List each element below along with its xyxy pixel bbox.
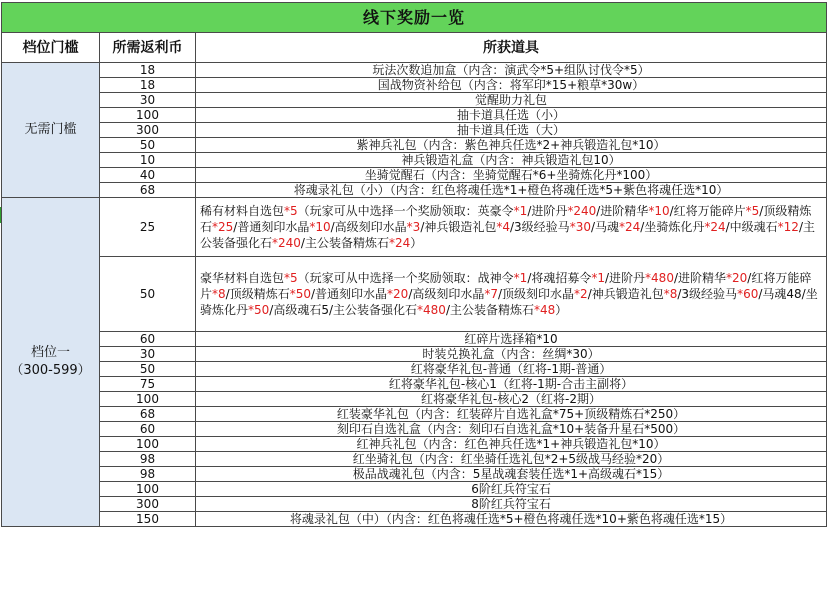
quantity-highlight: *4	[496, 220, 510, 234]
item-cell: 红将豪华礼包-核心1（红将-1期-合击主副将）	[196, 377, 827, 392]
item-cell: 红将豪华礼包-核心2（红将-2期）	[196, 392, 827, 407]
cost-cell: 68	[100, 183, 196, 198]
table-title: 线下奖励一览	[2, 3, 827, 33]
tier-label: 无需门槛	[24, 122, 77, 137]
item-cell: 抽卡道具任选（大）	[196, 123, 827, 138]
reward-table	[1, 2, 827, 527]
cost-cell: 60	[100, 332, 196, 347]
quantity-highlight: *2	[574, 287, 588, 301]
table-row	[2, 497, 827, 512]
quantity-highlight: *1	[513, 204, 528, 218]
quantity-highlight: *50	[248, 303, 270, 317]
item-cell: 玩法次数追加盒（内含：演武令*5+组队讨伐令*5）	[196, 63, 827, 78]
cost-cell: 40	[100, 168, 196, 183]
quantity-highlight: *30	[569, 220, 591, 234]
table-row	[2, 362, 827, 377]
tier-cell	[2, 198, 100, 527]
table-row	[2, 257, 827, 332]
quantity-highlight: *24	[704, 220, 726, 234]
header-tier: 档位门槛	[2, 33, 100, 63]
item-cell: 极品战魂礼包（内含：5星战魂套装任选*1+高级魂石*15）	[196, 467, 827, 482]
item-cell: 豪华材料自选包*5（玩家可从中选择一个奖励领取：战神令*1/将魂招募令*1/进阶丹*480/进阶精华*20/红将万能碎片*8/顶级精炼石*50/普通刻印水晶*20/高级刻印水晶*7/顶级刻印水晶*2/神兵锻造礼包*8/3级经验马*60/马魂48/坐骑炼化丹*50/高级魂石5/主公装备强化石*480/主公装备精炼石*48）	[196, 257, 827, 332]
cost-cell: 30	[100, 93, 196, 108]
cost-cell: 50	[100, 138, 196, 153]
table-row	[2, 467, 827, 482]
item-cell: 觉醒助力礼包	[196, 93, 827, 108]
cost-cell: 18	[100, 63, 196, 78]
item-cell: 将魂录礼包（中）（内含：红色将魂任选*5+橙色将魂任选*10+紫色将魂任选*15）	[196, 512, 827, 527]
cost-cell: 30	[100, 347, 196, 362]
quantity-highlight: *1	[591, 271, 605, 285]
table-row	[2, 108, 827, 123]
table-row	[2, 198, 827, 257]
table-row	[2, 482, 827, 497]
table-row	[2, 93, 827, 108]
table-row	[2, 452, 827, 467]
quantity-highlight: *20	[387, 287, 409, 301]
cost-cell: 100	[100, 437, 196, 452]
item-cell: 稀有材料自选包*5（玩家可从中选择一个奖励领取：英豪令*1/进阶丹*240/进阶精华*10/红将万能碎片*5/顶级精炼石*25/普通刻印水晶*10/高级刻印水晶*3/神兵锻造礼包*4/3级经验马*30/马魂*24/坐骑炼化丹*24/中级魂石*12/主公装备强化石*240/主公装备精炼石*24）	[196, 198, 827, 257]
cost-cell: 50	[100, 257, 196, 332]
table-row	[2, 183, 827, 198]
quantity-highlight: *240	[272, 236, 301, 250]
table-row	[2, 153, 827, 168]
table-row	[2, 407, 827, 422]
quantity-highlight: *10	[648, 204, 670, 218]
quantity-highlight: *50	[289, 287, 311, 301]
cost-cell: 98	[100, 452, 196, 467]
quantity-highlight: *480	[417, 303, 446, 317]
item-cell: 国战物资补给包（内含：将军印*15+粮草*30w）	[196, 78, 827, 93]
cost-cell: 18	[100, 78, 196, 93]
item-cell: 坐骑觉醒石（内含：坐骑觉醒石*6+坐骑炼化丹*100）	[196, 168, 827, 183]
item-cell: 时装兑换礼盒（内含：丝绸*30）	[196, 347, 827, 362]
table-row	[2, 422, 827, 437]
cost-cell: 25	[100, 198, 196, 257]
table-row	[2, 347, 827, 362]
quantity-highlight: *8	[663, 287, 678, 301]
item-cell: 将魂录礼包（小）（内含：红色将魂任选*1+橙色将魂任选*5+紫色将魂任选*10）	[196, 183, 827, 198]
cost-cell: 100	[100, 392, 196, 407]
tier-cell	[2, 63, 100, 198]
quantity-highlight: *12	[777, 220, 799, 234]
cost-cell: 10	[100, 153, 196, 168]
cost-cell: 60	[100, 422, 196, 437]
tier-label: 档位一	[30, 345, 70, 360]
table-row	[2, 332, 827, 347]
tier-range: （300-599）	[10, 363, 91, 378]
header-items: 所获道具	[196, 33, 827, 63]
item-cell: 红坐骑礼包（内含：红坐骑任选礼包*2+5级战马经验*20）	[196, 452, 827, 467]
table-row	[2, 138, 827, 153]
cost-cell: 150	[100, 512, 196, 527]
item-cell: 6阶红兵符宝石	[196, 482, 827, 497]
quantity-highlight: *10	[309, 220, 331, 234]
item-cell: 刻印石自选礼盒（内含：刻印石自选礼盒*10+装备升星石*500）	[196, 422, 827, 437]
quantity-highlight: *480	[645, 271, 674, 285]
cost-cell: 98	[100, 467, 196, 482]
table-row	[2, 78, 827, 93]
table-row	[2, 512, 827, 527]
quantity-highlight: *3	[406, 220, 421, 234]
quantity-highlight: *240	[567, 204, 597, 218]
quantity-highlight: *24	[619, 220, 641, 234]
quantity-highlight: *20	[726, 271, 748, 285]
item-cell: 紫神兵礼包（内含：紫色神兵任选*2+神兵锻造礼包*10）	[196, 138, 827, 153]
table-row	[2, 123, 827, 138]
header-cost: 所需返利币	[100, 33, 196, 63]
quantity-highlight: *5	[284, 204, 298, 218]
table-row	[2, 377, 827, 392]
quantity-highlight: *5	[745, 204, 760, 218]
cost-cell: 50	[100, 362, 196, 377]
item-cell: 神兵锻造礼盒（内含：神兵锻造礼包10）	[196, 153, 827, 168]
table-row	[2, 168, 827, 183]
quantity-highlight: *1	[513, 271, 528, 285]
item-cell: 红装豪华礼包（内含：红装碎片自选礼盒*75+顶级精炼石*250）	[196, 407, 827, 422]
quantity-highlight: *25	[212, 220, 234, 234]
quantity-highlight: *24	[388, 236, 411, 250]
quantity-highlight: *8	[212, 287, 226, 301]
item-cell: 抽卡道具任选（小）	[196, 108, 827, 123]
cost-cell: 300	[100, 123, 196, 138]
cost-cell: 68	[100, 407, 196, 422]
table-row	[2, 437, 827, 452]
item-cell: 8阶红兵符宝石	[196, 497, 827, 512]
cost-cell: 75	[100, 377, 196, 392]
cost-cell: 300	[100, 497, 196, 512]
cost-cell: 100	[100, 108, 196, 123]
table-row	[2, 392, 827, 407]
quantity-highlight: *5	[284, 271, 298, 285]
item-cell: 红碎片选择箱*10	[196, 332, 827, 347]
table-row	[2, 63, 827, 78]
cost-cell: 100	[100, 482, 196, 497]
quantity-highlight: *60	[737, 287, 759, 301]
item-cell: 红神兵礼包（内含：红色神兵任选*1+神兵锻造礼包*10）	[196, 437, 827, 452]
quantity-highlight: *7	[484, 287, 498, 301]
quantity-highlight: *48	[533, 303, 556, 317]
item-cell: 红将豪华礼包-普通（红将-1期-普通）	[196, 362, 827, 377]
